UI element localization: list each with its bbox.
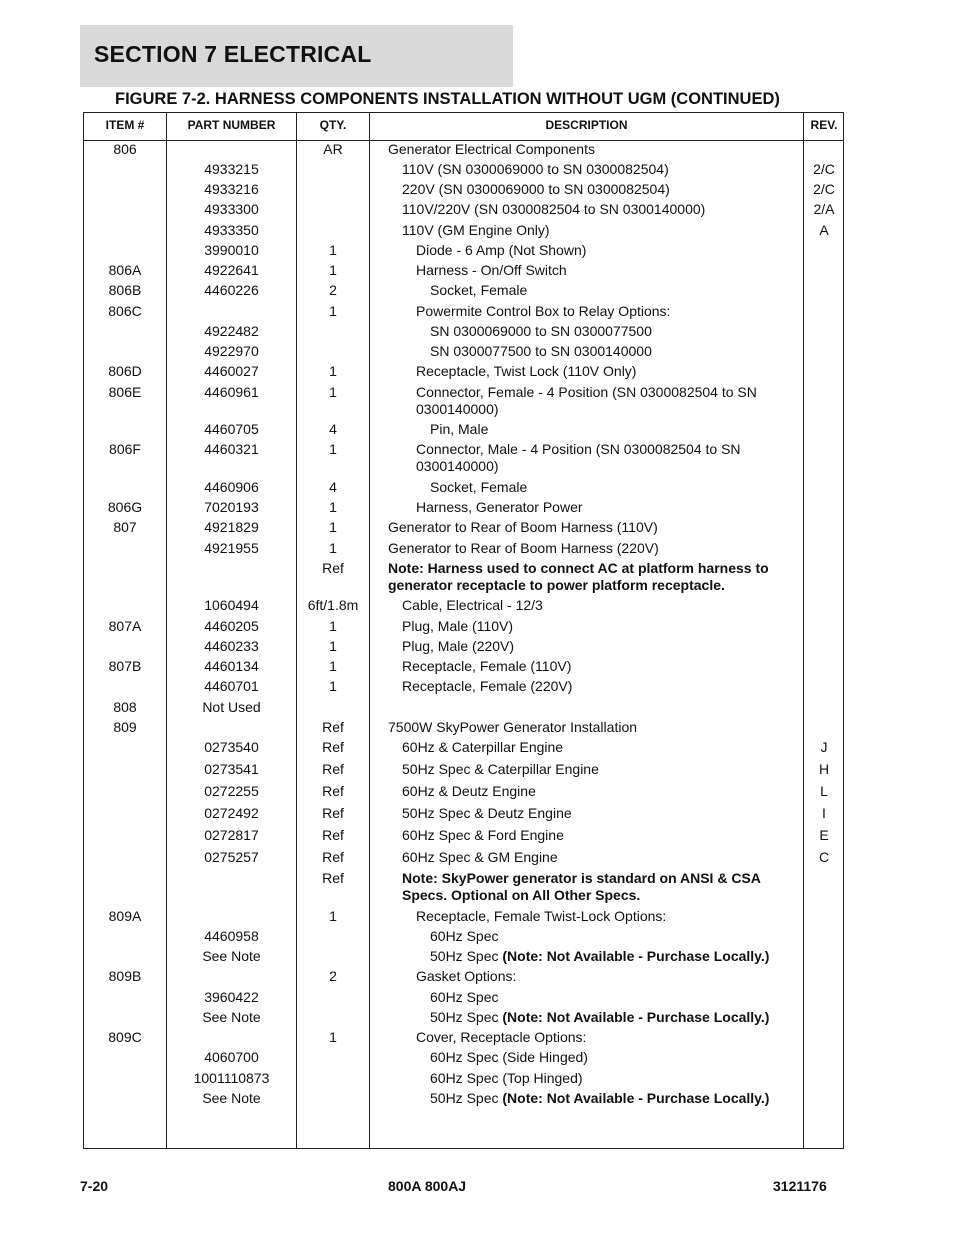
description-cell	[388, 1070, 798, 1087]
quantity-cell: Ref	[322, 783, 344, 799]
description-text: Harness - On/Off Switch	[416, 262, 567, 278]
description-cell	[388, 499, 798, 516]
description-text: 60Hz Spec & Ford Engine	[402, 827, 564, 843]
description-cell	[388, 1029, 798, 1046]
description-cell	[388, 343, 798, 360]
description-text: 7500W SkyPower Generator Installation	[388, 719, 638, 735]
description-cell	[388, 441, 798, 475]
quantity-cell: 1	[329, 303, 337, 319]
description-cell	[388, 540, 798, 557]
description-text: 50Hz Spec	[430, 1009, 503, 1025]
description-text: 60Hz Spec (Top Hinged)	[430, 1070, 583, 1086]
description-cell	[388, 282, 798, 299]
description-text: Generator to Rear of Boom Harness (110V)	[388, 519, 658, 535]
item-number-cell: 809A	[108, 908, 142, 924]
part-number-cell: 3960422	[204, 989, 259, 1005]
description-text: Generator Electrical Components	[388, 141, 595, 157]
column-divider	[369, 113, 370, 1148]
part-number-cell: 4460705	[204, 421, 259, 437]
description-text: 220V (SN 0300069000 to SN 0300082504)	[402, 181, 670, 197]
part-number-cell: 4922482	[204, 323, 259, 339]
description-cell	[388, 303, 798, 320]
description-text: Plug, Male (110V)	[402, 618, 514, 634]
revision-cell: A	[819, 222, 829, 238]
quantity-cell: 4	[329, 421, 337, 437]
description-cell	[388, 827, 798, 844]
description-cell	[388, 161, 798, 178]
description-cell	[388, 870, 798, 904]
part-number-cell: 0272255	[204, 783, 259, 799]
description-cell	[388, 479, 798, 496]
description-text: Gasket Options:	[416, 968, 517, 984]
item-number-cell: 807A	[108, 618, 142, 634]
quantity-cell: 1	[329, 658, 337, 674]
description-cell	[388, 1009, 798, 1026]
quantity-cell: Ref	[322, 560, 344, 576]
revision-cell: 2/C	[813, 181, 835, 197]
description-text: 110V/220V (SN 0300082504 to SN 0300140000)	[402, 201, 706, 217]
part-number-cell: See Note	[202, 948, 261, 964]
description-text: SN 0300069000 to SN 0300077500	[430, 323, 652, 339]
part-number-cell: 0273541	[204, 761, 259, 777]
item-number-cell: 807	[113, 519, 137, 535]
description-cell	[388, 1090, 798, 1107]
description-cell	[388, 201, 798, 218]
quantity-cell: Ref	[322, 805, 344, 821]
quantity-cell: AR	[323, 141, 343, 157]
part-number-cell: 4460321	[204, 441, 259, 457]
description-text: 60Hz & Deutz Engine	[402, 783, 536, 799]
description-text: Pin, Male	[430, 421, 489, 437]
description-text: Cable, Electrical - 12/3	[402, 597, 543, 613]
description-cell	[388, 384, 798, 418]
quantity-cell: 1	[329, 908, 337, 924]
description-text: Generator to Rear of Boom Harness (220V)	[388, 540, 659, 556]
description-cell	[388, 761, 798, 778]
description-text: Cover, Receptacle Options:	[416, 1029, 587, 1045]
part-number-cell: 4933215	[204, 161, 259, 177]
revision-cell: I	[822, 805, 826, 821]
description-text: Receptacle, Twist Lock (110V Only)	[416, 363, 637, 379]
description-text: 50Hz Spec & Caterpillar Engine	[402, 761, 599, 777]
description-cell	[388, 849, 798, 866]
col-header-item: ITEM #	[105, 118, 145, 132]
description-cell	[388, 908, 798, 925]
description-cell	[388, 618, 798, 635]
quantity-cell: 2	[329, 282, 337, 298]
quantity-cell: Ref	[322, 761, 344, 777]
col-header-part: PART NUMBER	[187, 118, 276, 132]
quantity-cell: 1	[329, 540, 337, 556]
description-text: 60Hz & Caterpillar Engine	[402, 739, 564, 755]
description-text: 110V (GM Engine Only)	[402, 222, 550, 238]
section-title: SECTION 7 ELECTRICAL	[94, 41, 372, 67]
item-number-cell: 806A	[108, 262, 142, 278]
description-text: 60Hz Spec	[430, 928, 499, 944]
description-cell	[388, 363, 798, 380]
description-text: 60Hz Spec	[430, 989, 499, 1005]
revision-cell: 2/C	[813, 161, 835, 177]
footer-model: 800A 800AJ	[388, 1178, 467, 1194]
quantity-cell: 1	[329, 262, 337, 278]
description-cell	[388, 262, 798, 279]
description-cell	[388, 739, 798, 756]
description-cell	[388, 638, 798, 655]
description-text: 110V (SN 0300069000 to SN 0300082504)	[402, 161, 669, 177]
description-text: Diode - 6 Amp (Not Shown)	[416, 242, 587, 258]
description-note: (Note: Not Available - Purchase Locally.)	[502, 948, 770, 964]
item-number-cell: 809B	[108, 968, 142, 984]
quantity-cell: 1	[329, 363, 337, 379]
description-cell	[388, 783, 798, 800]
quantity-cell: 1	[329, 519, 337, 535]
item-number-cell: 808	[113, 699, 137, 715]
description-cell	[388, 560, 798, 594]
description-text: 60Hz Spec & GM Engine	[402, 849, 558, 865]
part-number-cell: 3990010	[204, 242, 259, 258]
description-text: Connector, Male - 4 Position (SN 0300082504 to SN 0300140000)	[416, 441, 741, 474]
item-number-cell: 806B	[108, 282, 142, 298]
figure-title: FIGURE 7-2. HARNESS COMPONENTS INSTALLATION WITHOUT UGM (CONTINUED)	[115, 90, 780, 108]
part-number-cell: 4933300	[204, 201, 259, 217]
part-number-cell: 7020193	[204, 499, 259, 515]
part-number-cell: 4922970	[204, 343, 259, 359]
description-note: (Note: Not Available - Purchase Locally.)	[502, 1009, 770, 1025]
description-text: 60Hz Spec (Side Hinged)	[430, 1049, 588, 1065]
description-text: Harness, Generator Power	[416, 499, 583, 515]
item-number-cell: 806D	[108, 363, 142, 379]
description-text: SN 0300077500 to SN 0300140000	[430, 343, 652, 359]
description-cell	[388, 805, 798, 822]
part-number-cell: 4060700	[204, 1049, 259, 1065]
description-text: Socket, Female	[430, 479, 528, 495]
description-text: Receptacle, Female Twist-Lock Options:	[416, 908, 667, 924]
part-number-cell: 4460134	[204, 658, 259, 674]
item-number-cell: 806G	[107, 499, 143, 515]
quantity-cell: 2	[329, 968, 337, 984]
quantity-cell: Ref	[322, 739, 344, 755]
item-number-cell: 807B	[108, 658, 142, 674]
part-number-cell: 0273540	[204, 739, 259, 755]
item-number-cell: 806E	[108, 384, 142, 400]
description-text: Receptacle, Female (220V)	[402, 678, 573, 694]
part-number-cell: 4933216	[204, 181, 259, 197]
description-text: 50Hz Spec & Deutz Engine	[402, 805, 572, 821]
quantity-cell: 1	[329, 384, 337, 400]
quantity-cell: 1	[329, 618, 337, 634]
description-cell	[388, 968, 798, 985]
item-number-cell: 809C	[108, 1029, 142, 1045]
description-note: (Note: Not Available - Purchase Locally.)	[502, 1090, 770, 1106]
description-cell	[388, 323, 798, 340]
quantity-cell: 1	[329, 499, 337, 515]
quantity-cell: 1	[329, 441, 337, 457]
part-number-cell: 4921829	[204, 519, 259, 535]
part-number-cell: 4460961	[204, 384, 259, 400]
description-cell	[388, 928, 798, 945]
quantity-cell: Ref	[322, 849, 344, 865]
item-number-cell: 806F	[109, 441, 141, 457]
description-text: Connector, Female - 4 Position (SN 0300082504 to SN 0300140000)	[416, 384, 757, 417]
column-divider	[803, 113, 804, 1148]
part-number-cell: 4460233	[204, 638, 259, 654]
part-number-cell: 4460226	[204, 282, 259, 298]
part-number-cell: 1060494	[204, 597, 259, 613]
description-cell	[388, 989, 798, 1006]
revision-cell: J	[820, 739, 828, 755]
part-number-cell: See Note	[202, 1009, 261, 1025]
description-text: Powermite Control Box to Relay Options:	[416, 303, 671, 319]
revision-cell: 2/A	[813, 201, 835, 217]
part-number-cell: 0275257	[204, 849, 259, 865]
part-number-cell: See Note	[202, 1090, 261, 1106]
revision-cell: E	[819, 827, 829, 843]
quantity-cell: 6ft/1.8m	[307, 597, 359, 613]
part-number-cell: 0272492	[204, 805, 259, 821]
col-header-description: DESCRIPTION	[545, 118, 628, 132]
description-cell	[388, 1049, 798, 1066]
quantity-cell: 1	[329, 678, 337, 694]
description-text: 50Hz Spec	[430, 948, 503, 964]
revision-cell: C	[818, 849, 830, 865]
description-text: Note: SkyPower generator is standard on ANSI & CSA Specs. Optional on All Other Specs.	[402, 870, 761, 903]
description-cell	[388, 519, 798, 536]
quantity-cell: 1	[329, 638, 337, 654]
part-number-cell: 1001110873	[193, 1070, 270, 1086]
description-text: Socket, Female	[430, 282, 528, 298]
part-number-cell: 4921955	[204, 540, 259, 556]
description-text: 50Hz Spec	[430, 1090, 503, 1106]
part-number-cell: 4460701	[204, 678, 259, 694]
description-cell	[388, 678, 798, 695]
quantity-cell: Ref	[322, 870, 344, 886]
revision-cell: H	[818, 761, 830, 777]
quantity-cell: 1	[329, 242, 337, 258]
item-number-cell: 809	[113, 719, 137, 735]
part-number-cell: 4933350	[204, 222, 259, 238]
part-number-cell: 4460958	[204, 928, 259, 944]
description-cell	[388, 597, 798, 614]
col-header-rev: REV.	[810, 118, 838, 132]
quantity-cell: 4	[329, 479, 337, 495]
section-header	[80, 25, 513, 87]
description-cell	[388, 222, 798, 239]
description-text: Plug, Male (220V)	[402, 638, 515, 654]
part-number-cell: 0272817	[204, 827, 259, 843]
description-cell	[388, 421, 798, 438]
description-cell	[388, 658, 798, 675]
quantity-cell: 1	[329, 1029, 337, 1045]
description-text: Receptacle, Female (110V)	[402, 658, 572, 674]
part-number-cell: 4460205	[204, 618, 259, 634]
table-header	[84, 113, 843, 141]
revision-cell: L	[820, 783, 828, 799]
item-number-cell: 806	[113, 141, 137, 157]
description-cell	[388, 141, 798, 158]
parts-table	[83, 112, 844, 1149]
col-header-qty: QTY.	[319, 118, 347, 132]
description-text: Note: Harness used to connect AC at platform harness to generator receptacle to power platform receptacle.	[388, 560, 769, 593]
part-number-cell: 4460906	[204, 479, 259, 495]
quantity-cell: Ref	[322, 827, 344, 843]
part-number-cell: Not Used	[202, 699, 261, 715]
part-number-cell: 4460027	[204, 363, 259, 379]
quantity-cell: Ref	[322, 719, 344, 735]
description-cell	[388, 181, 798, 198]
footer-page-number: 7-20	[80, 1178, 109, 1194]
part-number-cell: 4922641	[204, 262, 259, 278]
item-number-cell: 806C	[108, 303, 142, 319]
description-cell	[388, 719, 798, 736]
description-cell	[388, 948, 798, 965]
description-cell	[388, 242, 798, 259]
footer-doc-number: 3121176	[773, 1178, 827, 1194]
